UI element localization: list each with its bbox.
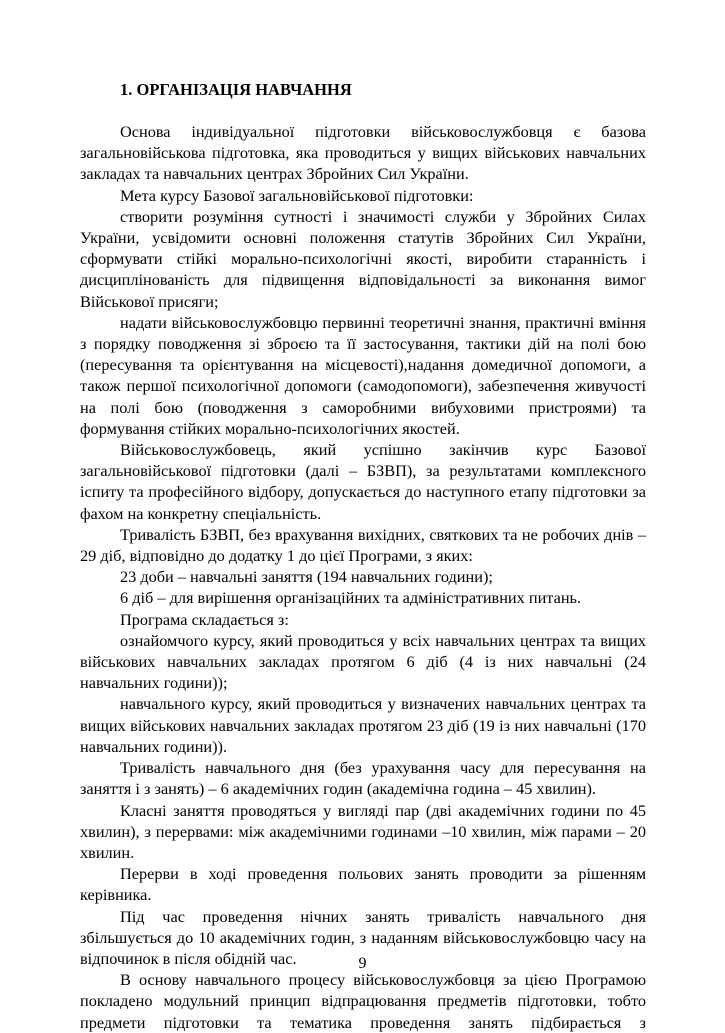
section-heading: 1. ОРГАНІЗАЦІЯ НАВЧАННЯ bbox=[120, 80, 352, 99]
paragraph-goal-knowledge: надати військовослужбовцю первинні теоретичні знання, практичні вміння з порядку поводження зі зброєю та її застосування, тактики дій на полі бою (пересування та орієнтування на місцевості),надання домедичної допомоги, а також першої психологічної допомоги (самодопомоги), забезпечення живучості на полі бою (поводження з саморобними вибуховими пристроями) та формування стійких морально-психологічних якостей. bbox=[80, 312, 646, 438]
paragraph-modular-principle: В основу навчального процесу військовослужбовця за цією Програмою покладено модульний принцип відпрацювання предметів підготовки, тобто предмети підготовки та тематика проведення занять підбирається з bbox=[80, 970, 646, 1032]
paragraph-training-days: 23 доби – навчальні заняття (194 навчальних години); bbox=[120, 567, 493, 587]
paragraph-training-course: навчального курсу, який проводиться у визначених навчальних центрах та вищих військових навчальних закладах протягом 23 діб (19 із них навчальні (170 навчальних години)). bbox=[80, 694, 646, 756]
paragraph-program-intro: Програма складається з: bbox=[120, 609, 289, 629]
paragraph-basis: Основа індивідуальної підготовки військовослужбовця є базова загальновійськова підготовка, яка проводиться у вищих військових навчальних закладах та навчальних центрах Збройних Сил України. bbox=[80, 122, 646, 184]
paragraph-night-classes: Під час проведення нічних занять тривалість навчального дня збільшується до 10 академічних годин, з наданням військовослужбовцю часу на відпочинок в після обідній час. bbox=[80, 906, 646, 968]
paragraph-duration: Тривалість БЗВП, без врахування вихідних, святкових та не робочих днів – 29 діб, відповідно до додатку 1 до цієї Програми, з яких: bbox=[80, 524, 646, 566]
paragraph-goal-intro: Мета курсу Базової загальновійськової підготовки: bbox=[120, 185, 474, 205]
paragraph-admin-days: 6 діб – для вирішення організаційних та адміністративних питань. bbox=[120, 588, 582, 608]
paragraph-day-length: Тривалість навчального дня (без урахування часу для пересування на заняття і з занять) – 6 академічних годин (академічна година – 45 хвилин). bbox=[80, 758, 646, 799]
paragraph-goal-understanding: створити розуміння сутності і значимості служби у Збройних Силах України, усвідомити основні положення статутів Збройних Сил України, сформувати стійкі морально-психологічні якості, виробити старанність і дисциплінованість для підвищення відповідальності за виконання вимог Військової присяги; bbox=[80, 206, 646, 311]
paragraph-completion: Військовослужбовець, який успішно закінчив курс Базової загальновійськової підготовки (далі – БЗВП), за результатами комплексного іспиту та професійного відбору, допускається до наступного етапу підготовки за фахом на конкретну спеціальність. bbox=[80, 440, 646, 523]
page-number: 9 bbox=[358, 955, 367, 972]
paragraph-field-breaks: Перерви в ході проведення польових занять проводити за рішенням керівника. bbox=[80, 864, 646, 905]
paragraph-intro-course: ознайомчого курсу, який проводиться у всіх навчальних центрах та вищих військових навчальних закладах протягом 6 діб (4 із них навчальні (24 навчальних години)); bbox=[80, 630, 646, 693]
paragraph-class-pairs: Класні заняття проводяться у вигляді пар (дві академічних години по 45 хвилин), з перервами: між академічними годинами –10 хвилин, між парами – 20 хвилин. bbox=[80, 800, 646, 862]
body-text bbox=[80, 121, 646, 1033]
